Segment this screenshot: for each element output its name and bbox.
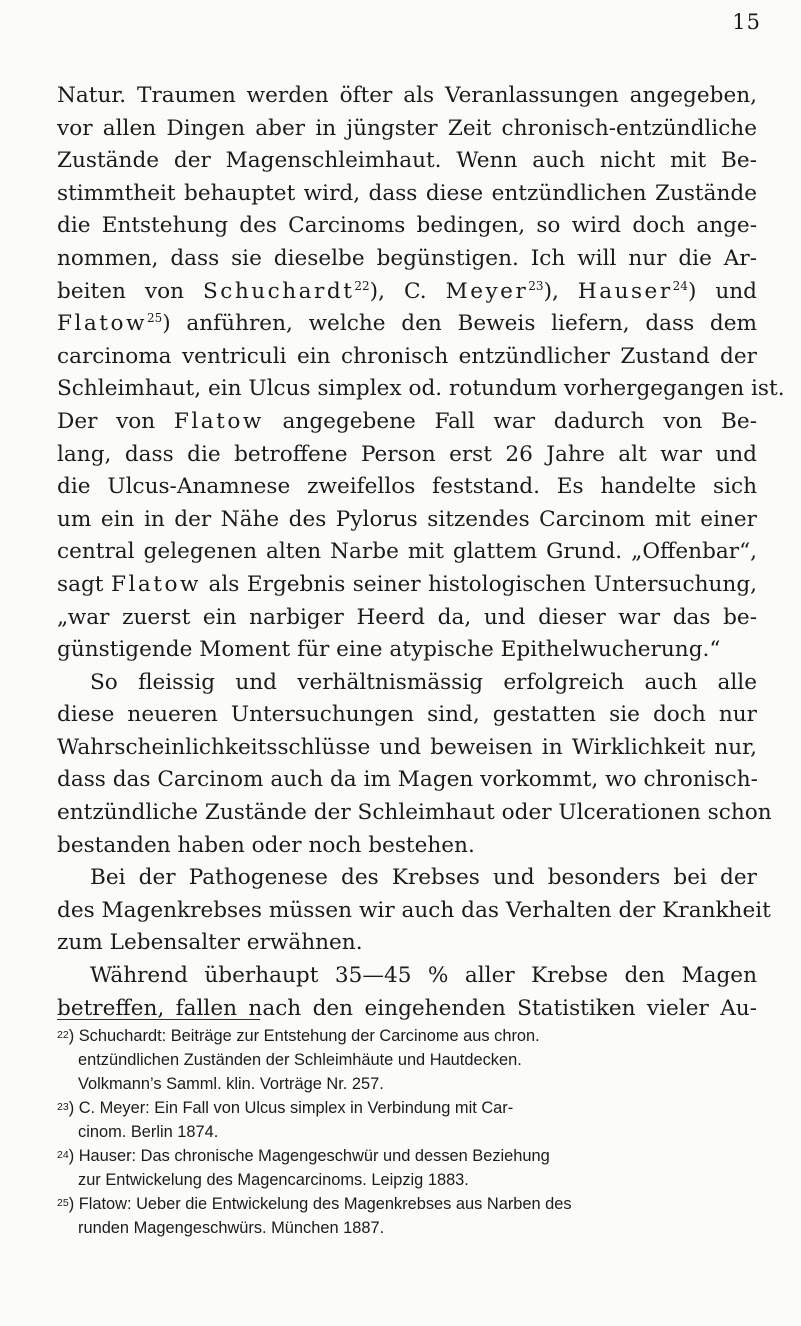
text-line: beiten von Schuchardt$^{22}$), C. Meyer$^{23}$), Hauser$^{24}$) und (57, 278, 757, 304)
text-line: um ein in der Nähe des Pylorus sitzendes Carcinom mit einer (57, 506, 757, 532)
text-line: Zustände der Magenschleimhaut. Wenn auch nicht mit Be- (57, 148, 757, 174)
text-line: Schleimhaut, ein Ulcus simplex od. rotundum vorhergegangen ist. (57, 376, 785, 402)
footnote-23: $^{23}$) C. Meyer: Ein Fall von Ulcus simplex in Verbindung mit Car- cinom. Berlin 1874. (57, 1099, 514, 1141)
text-line: carcinoma ventriculi ein chronisch entzündlicher Zustand der (57, 343, 757, 369)
text-line: vor allen Dingen aber in jüngster Zeit chronisch-entzündliche (57, 115, 757, 141)
footnote-24: $^{24}$) Hauser: Das chronische Magengeschwür und dessen Beziehung zur Entwickelung des Magencarcinoms. Leipzig 1883. (57, 1147, 550, 1189)
text-line: stimmtheit behauptet wird, dass diese entzündlichen Zustände (57, 180, 757, 206)
footnote-ref: 24 (672, 278, 688, 293)
text-line: Flatow$^{25}$) anführen, welche den Beweis liefern, dass dem (57, 310, 757, 337)
footnote-ref: 25 (146, 310, 163, 325)
text-line: bestanden haben oder noch bestehen. (57, 832, 475, 858)
text-line: „war zuerst ein narbiger Heerd da, und dieser war das be- (57, 604, 757, 630)
text-line: die Entstehung des Carcinoms bedingen, so wird doch ange- (57, 213, 757, 239)
footnote-22: $^{22}$) Schuchardt: Beiträge zur Entstehung der Carcinome aus chron. entzündlichen Zuständen der Schleimhäute und Hautdecken. Volkmann’s Samml. klin. Vorträge Nr. 257. (57, 1027, 540, 1093)
body-text (57, 80, 785, 1025)
text-line: des Magenkrebses müssen wir auch das Verhalten der Krankheit (57, 897, 771, 923)
footnote-25: $^{25}$) Flatow: Ueber die Entwickelung des Magenkrebses aus Narben des runden Magengeschwürs. München 1887. (57, 1195, 572, 1237)
text-line: Wahrscheinlichkeitsschlüsse und beweisen in Wirklichkeit nur, (57, 734, 757, 760)
author-name: Flatow (57, 311, 147, 337)
text-line: zum Lebensalter erwähnen. (57, 930, 363, 956)
text-line: nommen, dass sie dieselbe begünstigen. Ich will nur die Ar- (57, 245, 757, 271)
text-line: diese neueren Untersuchungen sind, gestatten sie doch nur (57, 702, 757, 728)
text-line: So fleissig und verhältnismässig erfolgreich auch alle (90, 669, 757, 695)
author-name: Hauser (577, 278, 673, 304)
footnotes (57, 1024, 757, 1240)
text-line: Natur. Traumen werden öfter als Veranlassungen angegeben, (57, 83, 757, 108)
author-name: Flatow (111, 571, 201, 597)
text-line: günstigende Moment für eine atypische Epithelwucherung.“ (57, 637, 721, 663)
text-line: Während überhaupt 35—45 % aller Krebse den Magen (90, 963, 757, 989)
author-name: Meyer (445, 278, 529, 304)
footnote-ref: 23 (528, 278, 544, 293)
author-name: Schuchardt (202, 278, 355, 304)
text-line: Der von Flatow angegebene Fall war dadurch von Be- (57, 408, 757, 434)
footnote-number: 24 (57, 1149, 69, 1161)
footnote-ref: 22 (354, 278, 370, 293)
author-name: Flatow (173, 408, 264, 434)
text-line: betreffen, fallen nach den eingehenden Statistiken vieler Au- (57, 995, 757, 1021)
text-line: central gelegenen alten Narbe mit glattem Grund. „Offenbar“, (57, 539, 757, 565)
footnote-number: 25 (57, 1197, 69, 1209)
footnote-divider (57, 1019, 260, 1020)
text-line: entzündliche Zustände der Schleimhaut oder Ulcerationen schon (57, 800, 772, 826)
text-line: lang, dass die betroffene Person erst 26 Jahre alt war und (57, 441, 757, 467)
footnote-number: 22 (57, 1029, 69, 1041)
footnote-number: 23 (57, 1101, 69, 1113)
page-number: 15 (732, 10, 761, 34)
text-line: sagt Flatow als Ergebnis seiner histologischen Untersuchung, (57, 571, 758, 597)
text-line: Bei der Pathogenese des Krebses und besonders bei der (90, 865, 757, 891)
text-line: dass das Carcinom auch da im Magen vorkommt, wo chronisch- (57, 767, 758, 793)
text-line: die Ulcus-Anamnese zweifellos feststand. Es handelte sich (57, 474, 757, 500)
